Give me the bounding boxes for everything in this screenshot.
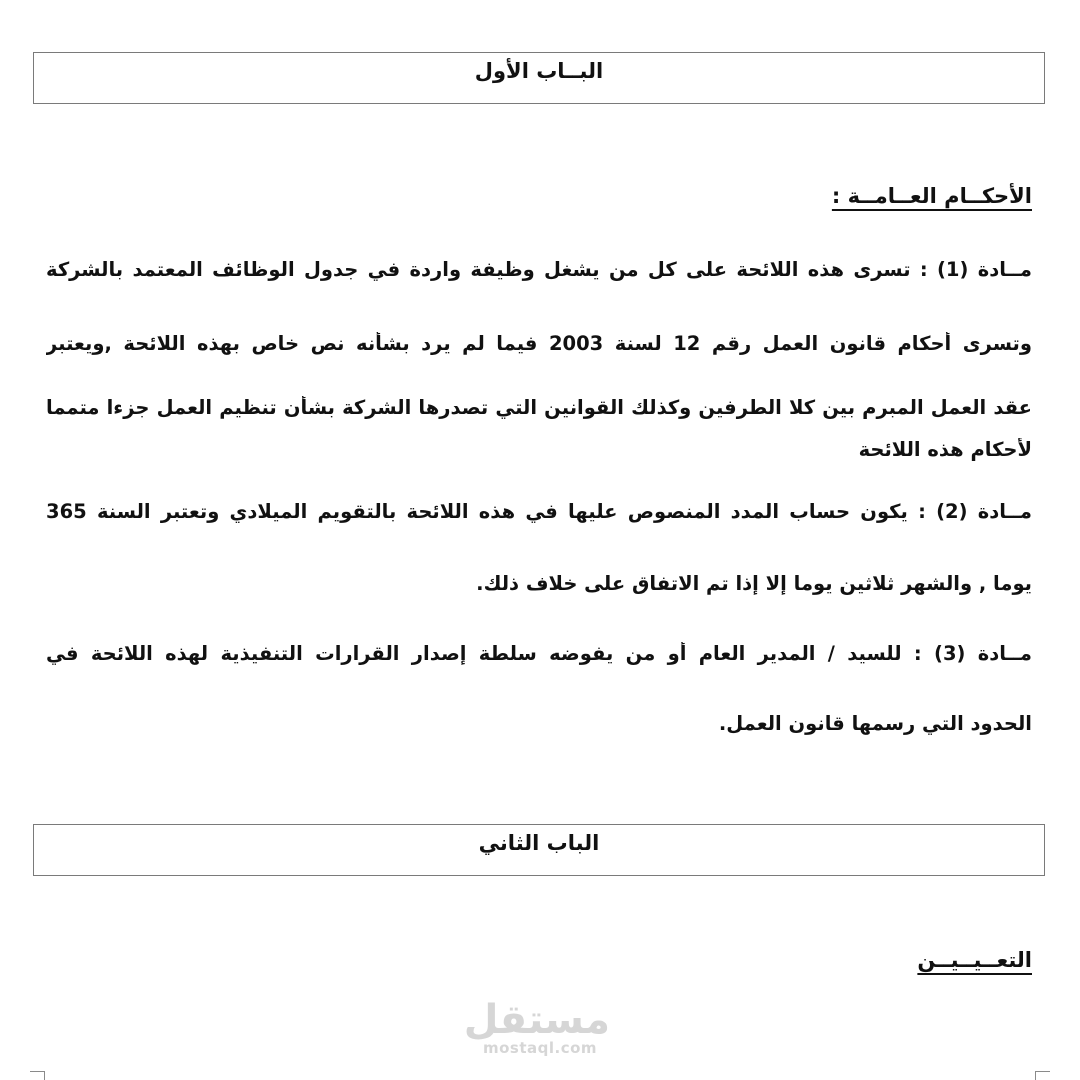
chapter-two-title: الباب الثاني: [33, 824, 1045, 876]
article-1-line-2: وتسرى أحكام قانون العمل رقم 12 لسنة 2003 فيما لم يرد بشأنه نص خاص بهذه اللائحة ,ويعتبر: [46, 332, 1032, 355]
article-3-line-1: مــادة (3) : للسيد / المدير العام أو من يفوضه سلطة إصدار القرارات التنفيذية لهذه اللائحة في: [46, 642, 1032, 665]
article-1-line-4: لأحكام هذه اللائحة: [858, 438, 1032, 461]
appointment-heading: التعــيــيــن: [917, 948, 1032, 972]
article-1-line-3: عقد العمل المبرم بين كلا الطرفين وكذلك القوانين التي تصدرها الشركة بشأن تنظيم العمل جزءا متمما: [46, 396, 1032, 419]
article-1-line-1: مــادة (1) : تسرى هذه اللائحة على كل من يشغل وظيفة واردة في جدول الوظائف المعتمد بالشركة: [46, 258, 1032, 281]
mostaql-watermark: [463, 997, 610, 1057]
page-corner-mark-right: [1035, 1071, 1050, 1080]
page-corner-mark-left: [30, 1071, 45, 1080]
chapter-one-title: البــاب الأول: [33, 52, 1045, 104]
article-2-line-2: يوما , والشهر ثلاثين يوما إلا إذا تم الاتفاق على خلاف ذلك.: [476, 572, 1032, 595]
article-3-line-2: الحدود التي رسمها قانون العمل.: [718, 712, 1032, 735]
general-provisions-heading: الأحكــام العــامــة :: [831, 184, 1032, 208]
watermark-latin-text: mostaql.com: [482, 1039, 598, 1057]
article-2-line-1: مــادة (2) : يكون حساب المدد المنصوص عليها في هذه اللائحة بالتقويم الميلادي وتعتبر السنة 365: [46, 500, 1032, 523]
watermark-arabic-logo: مستقل: [463, 997, 610, 1043]
